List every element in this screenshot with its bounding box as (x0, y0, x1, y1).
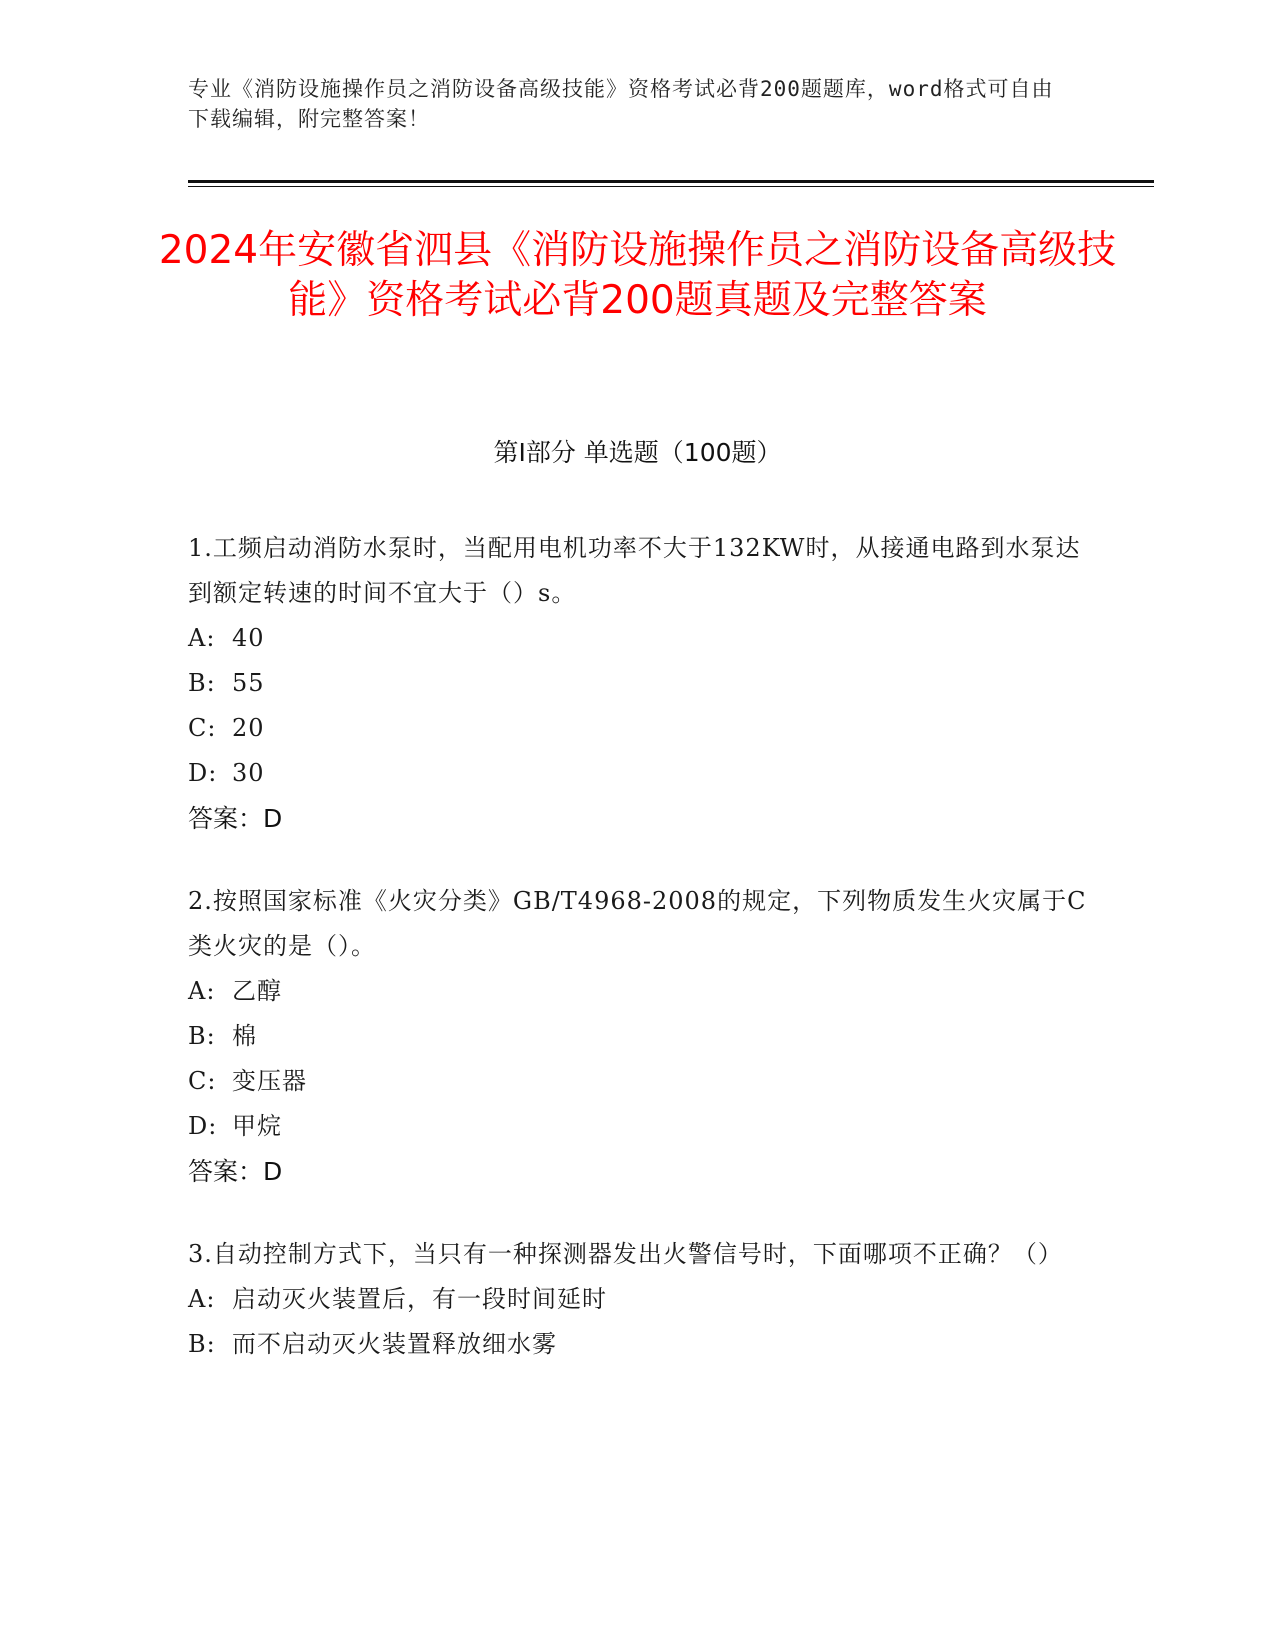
option-label: C: (188, 1067, 217, 1095)
option-text: 变压器 (232, 1067, 307, 1095)
option-d (188, 1104, 1088, 1149)
option-text: 启动灭火装置后，有一段时间延时 (232, 1285, 607, 1313)
option-b (188, 1322, 1088, 1367)
answer: 答案：D (188, 1157, 283, 1186)
document-title: 2024年安徽省泗县《消防设施操作员之消防设备高级技能》资格考试必背200题真题及完整答案 (158, 228, 1117, 323)
question-stem: 2.按照国家标准《火灾分类》GB/T4968-2008的规定，下列物质发生火灾属于C类火灾的是（）。 (188, 887, 1087, 960)
option-text: 40 (232, 624, 265, 652)
option-label: D: (188, 759, 218, 787)
option-label: C: (188, 714, 217, 742)
option-label: D: (188, 1112, 218, 1140)
option-a (188, 616, 1088, 661)
option-a (188, 969, 1088, 1014)
header-note: 专业《消防设施操作员之消防设备高级技能》资格考试必背200题题库，word格式可自由下载编辑，附完整答案！ (188, 77, 1054, 131)
question-list (188, 526, 1088, 1405)
question-stem: 3.自动控制方式下，当只有一种探测器发出火警信号时，下面哪项不正确？（） (188, 1240, 1063, 1268)
option-c (188, 706, 1088, 751)
option-label: B: (188, 1022, 216, 1050)
option-label: B: (188, 669, 216, 697)
option-label: A: (188, 977, 216, 1005)
option-text: 而不启动灭火装置释放细水雾 (232, 1330, 557, 1358)
option-text: 20 (232, 714, 265, 742)
header-rule-thin (188, 186, 1154, 187)
option-label: A: (188, 1285, 216, 1313)
question-3 (188, 1232, 1088, 1367)
option-c (188, 1059, 1088, 1104)
option-a (188, 1277, 1088, 1322)
question-stem: 1.工频启动消防水泵时，当配用电机功率不大于132KW时，从接通电路到水泵达到额定转速的时间不宜大于（）s。 (188, 534, 1081, 607)
option-text: 30 (232, 759, 265, 787)
option-text: 55 (232, 669, 265, 697)
section-heading: 第I部分 单选题（100题） (493, 438, 782, 467)
option-text: 棉 (232, 1022, 257, 1050)
option-text: 甲烷 (232, 1112, 282, 1140)
header-rule-thick (188, 180, 1154, 183)
option-b (188, 1014, 1088, 1059)
option-label: A: (188, 624, 216, 652)
option-text: 乙醇 (232, 977, 282, 1005)
option-b (188, 661, 1088, 706)
answer: 答案：D (188, 804, 283, 833)
option-label: B: (188, 1330, 216, 1358)
question-2 (188, 879, 1088, 1194)
question-1 (188, 526, 1088, 841)
option-d (188, 751, 1088, 796)
